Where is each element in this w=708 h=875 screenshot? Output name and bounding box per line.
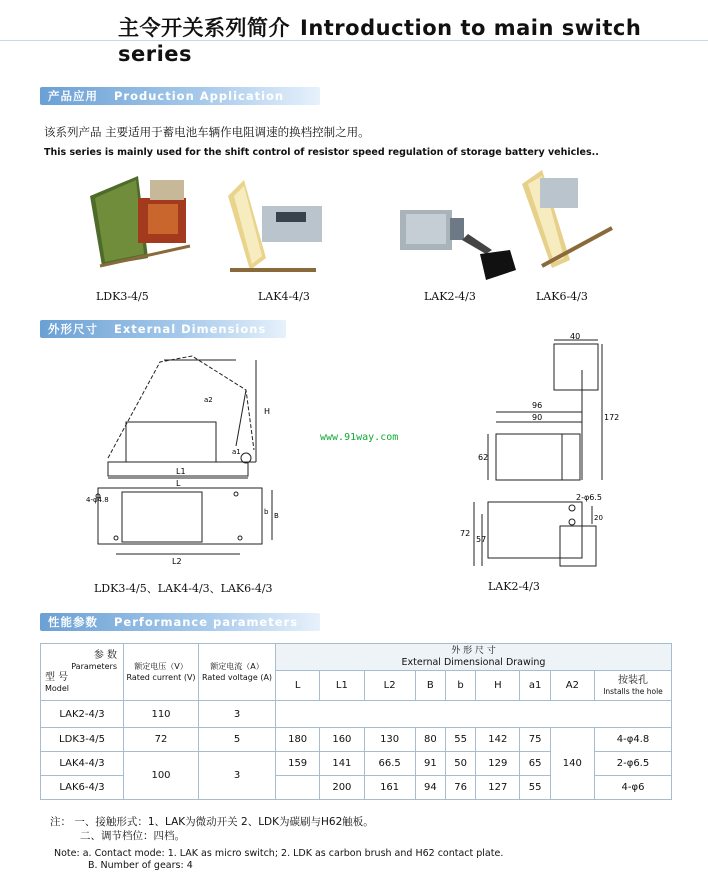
voltage-header <box>199 644 276 701</box>
note-cn-2: 二、调节档位：四档。 <box>80 830 185 842</box>
cell-B: 91 <box>415 752 445 776</box>
photo-caption-3: LAK2-4/3 <box>424 290 476 303</box>
dim-b: b <box>264 508 269 516</box>
note-en-1: Note: a. Contact mode: 1. LAK as micro switch; 2. LDK as carbon brush and H62 contact plate. <box>54 848 504 859</box>
cell-b: 76 <box>445 776 475 800</box>
hole-cn: 按装孔 <box>618 675 648 687</box>
cell-L2: 130 <box>364 728 415 752</box>
cell-L <box>276 776 320 800</box>
dim-hole-right: 2-φ6.5 <box>576 493 602 502</box>
row-a: 5 <box>199 728 276 752</box>
dim-hole-left: 4-φ4.8 <box>86 496 109 504</box>
section-dimensions-cn: 外形尺寸 <box>48 322 98 336</box>
title-en: Introduction to main switch series <box>118 16 642 66</box>
row-model: LDK3-4/5 <box>41 728 124 752</box>
ext-en: External Dimensional Drawing <box>401 656 546 668</box>
cell-L1: 141 <box>320 752 364 776</box>
photo-caption-2: LAK4-4/3 <box>258 290 310 303</box>
row-model: LAK6-4/3 <box>41 776 124 800</box>
col-B: B <box>415 671 445 701</box>
section-performance-en: Performance parameters <box>114 615 299 629</box>
col-hole <box>595 671 672 701</box>
col-b: b <box>445 671 475 701</box>
photo-lak2 <box>396 198 526 288</box>
current-header <box>124 644 199 701</box>
col-L2: L2 <box>364 671 415 701</box>
cell-L2: 161 <box>364 776 415 800</box>
photo-caption-1: LDK3-4/5 <box>96 290 149 303</box>
param-cn: 参 数 <box>93 650 117 662</box>
row-model: LAK2-4/3 <box>41 701 124 728</box>
intro-en: This series is mainly used for the shift control of resistor speed regulation of storage battery vehicles.. <box>44 147 599 158</box>
external-dims-header <box>276 644 672 671</box>
dim-H: H <box>264 407 271 416</box>
cell-a1: 65 <box>520 752 550 776</box>
voltage-en: Rated voltage (A) <box>201 673 273 682</box>
dim-57: 57 <box>476 535 487 544</box>
photo-ldk3 <box>90 168 200 272</box>
hole-en: Installs the hole <box>603 687 663 697</box>
cell-H: 127 <box>476 776 520 800</box>
drawing-right-caption: LAK2-4/3 <box>488 580 540 593</box>
cell-L1: 160 <box>320 728 364 752</box>
cell-b: 55 <box>445 728 475 752</box>
photo-caption-4: LAK6-4/3 <box>536 290 588 303</box>
voltage-cn: 额定电流（A） <box>210 661 264 671</box>
drawing-lak2 <box>452 330 622 582</box>
row-v: 100 <box>124 752 199 800</box>
section-application-header <box>40 87 320 105</box>
col-A2: A2 <box>550 671 594 701</box>
dim-B: B <box>274 512 279 520</box>
watermark: www.91way.com <box>320 432 399 443</box>
dim-L1: L1 <box>176 467 186 476</box>
row-a: 3 <box>199 701 276 728</box>
col-H: H <box>476 671 520 701</box>
title-divider <box>0 40 708 41</box>
drawing-ldk-lak <box>86 350 286 580</box>
model-en: Model <box>45 684 70 693</box>
section-application-en: Production Application <box>114 89 285 103</box>
dim-90: 90 <box>532 413 543 422</box>
cell-H: 142 <box>476 728 520 752</box>
section-performance-header <box>40 613 320 631</box>
dim-40: 40 <box>570 332 581 341</box>
dim-72: 72 <box>460 529 471 538</box>
section-dimensions-en: External Dimensions <box>114 322 267 336</box>
performance-table <box>40 643 672 800</box>
title-cn: 主令开关系列简介 <box>118 16 290 40</box>
cell-L: 180 <box>276 728 320 752</box>
intro-cn: 该系列产品 主要适用于蓄电池车辆作电阻调速的换档控制之用。 <box>44 125 370 139</box>
cell-L: 159 <box>276 752 320 776</box>
note-en-2: B. Number of gears: 4 <box>88 860 193 871</box>
row-v: 110 <box>124 701 199 728</box>
cell-hole: 4-φ6 <box>595 776 672 800</box>
drawing-left-caption: LDK3-4/5、LAK4-4/3、LAK6-4/3 <box>94 582 273 595</box>
current-en: Rated current (V) <box>126 673 196 682</box>
dim-62: 62 <box>478 453 489 462</box>
dim-96: 96 <box>532 401 543 410</box>
param-en: Parameters <box>71 662 117 672</box>
dim-a2: a2 <box>204 396 213 404</box>
dim-a1: a1 <box>232 448 241 456</box>
col-a1: a1 <box>520 671 550 701</box>
ext-cn: 外 形 尺 寸 <box>451 646 496 657</box>
page-title <box>118 12 708 66</box>
cell-L1: 200 <box>320 776 364 800</box>
row-empty <box>276 701 672 728</box>
dim-172: 172 <box>604 413 620 422</box>
cell-B: 94 <box>415 776 445 800</box>
col-L: L <box>276 671 320 701</box>
cell-L2: 66.5 <box>364 752 415 776</box>
dim-L2: L2 <box>172 557 182 566</box>
section-application-cn: 产品应用 <box>48 89 98 103</box>
row-model: LAK4-4/3 <box>41 752 124 776</box>
cell-B: 80 <box>415 728 445 752</box>
dim-20: 20 <box>594 514 603 522</box>
cell-hole: 2-φ6.5 <box>595 752 672 776</box>
photo-lak6 <box>512 168 616 272</box>
note-cn-1: 注： 一、接触形式：1、LAK为微动开关 2、LDK为碳刷与H62触板。 <box>50 816 374 828</box>
current-cn: 额定电压（V） <box>134 661 188 671</box>
cell-a1: 55 <box>520 776 550 800</box>
row-v: 72 <box>124 728 199 752</box>
section-performance-cn: 性能参数 <box>48 615 98 629</box>
cell-H: 129 <box>476 752 520 776</box>
section-dimensions-header <box>40 320 286 338</box>
cell-a1: 75 <box>520 728 550 752</box>
cell-b: 50 <box>445 752 475 776</box>
row-a: 3 <box>199 752 276 800</box>
cell-A2: 140 <box>550 728 594 800</box>
dim-L: L <box>176 479 181 488</box>
col-L1: L1 <box>320 671 364 701</box>
model-cn: 型 号 <box>45 672 69 683</box>
photo-lak4 <box>226 178 330 274</box>
cell-hole: 4-φ4.8 <box>595 728 672 752</box>
param-model-header <box>41 644 124 701</box>
